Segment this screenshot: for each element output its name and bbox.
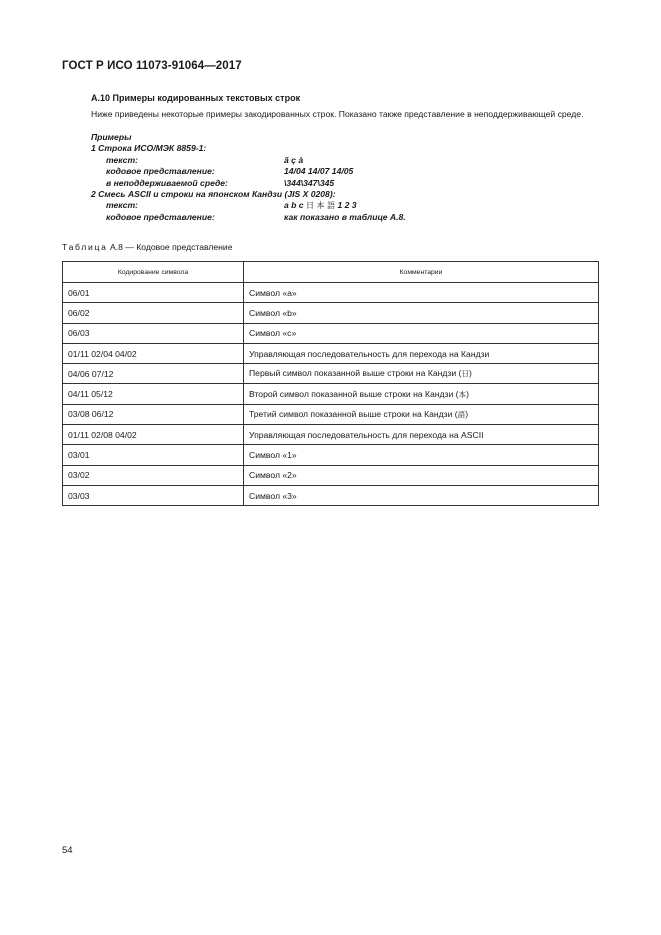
- example-1-code-value: 14/04 14/07 14/05: [284, 166, 354, 177]
- comment-text: Символ «a»: [249, 287, 297, 298]
- cell-comment: [244, 323, 599, 343]
- code-table: [62, 261, 599, 506]
- cell-code: 03/02: [63, 465, 244, 485]
- example-2-text-label: текст:: [106, 200, 138, 211]
- cell-code: 06/02: [63, 303, 244, 323]
- table-row: [63, 323, 599, 343]
- cell-comment: [244, 445, 599, 465]
- table-caption-word: Таблица: [62, 242, 108, 252]
- comment-text: Первый символ показанной выше строки на Кандзи (: [249, 368, 462, 379]
- comment-text-end: ): [468, 368, 472, 379]
- example-2-latin: a b c: [284, 200, 304, 211]
- table-row: [63, 445, 599, 465]
- table-row: [63, 465, 599, 485]
- page-number: 54: [62, 845, 73, 856]
- comment-text: Символ «b»: [249, 307, 297, 318]
- cell-comment: [244, 384, 599, 404]
- example-1-code-label: кодовое представление:: [106, 166, 215, 177]
- cell-code: 04/11 05/12: [63, 384, 244, 404]
- cell-comment: [244, 303, 599, 323]
- comment-text-end: ): [465, 408, 469, 419]
- cell-code: 03/01: [63, 445, 244, 465]
- table-row: [63, 404, 599, 424]
- cell-code: 03/08 06/12: [63, 404, 244, 424]
- section-intro: Ниже приведены некоторые примеры закодированных строк. Показано также представление в неподдерживающей среде.: [91, 109, 584, 119]
- table-row: [63, 303, 599, 323]
- cell-comment: [244, 364, 599, 384]
- example-1-title: 1 Строка ИСО/МЭК 8859-1:: [91, 143, 207, 154]
- table-body: [63, 283, 599, 506]
- comment-text: Третий символ показанной выше строки на Кандзи (: [249, 408, 458, 419]
- cell-code: 01/11 02/08 04/02: [63, 425, 244, 445]
- cell-code: 06/03: [63, 323, 244, 343]
- cell-comment: [244, 485, 599, 505]
- kanji-symbol: 語: [457, 409, 466, 419]
- cell-comment: [244, 465, 599, 485]
- comment-text: Символ «2»: [249, 470, 297, 481]
- table-caption-text: А.8 — Кодовое представление: [107, 242, 233, 252]
- examples-heading: Примеры: [91, 132, 132, 142]
- table-row: [63, 485, 599, 505]
- section-title: А.10 Примеры кодированных текстовых строк: [91, 93, 301, 103]
- header-comments: Комментарии: [244, 262, 599, 283]
- cell-comment: [244, 283, 599, 303]
- table-row: [63, 283, 599, 303]
- comment-text: Второй символ показанной выше строки на Кандзи (: [249, 388, 459, 399]
- table-row: [63, 364, 599, 384]
- cell-code: 01/11 02/04 04/02: [63, 343, 244, 363]
- example-1-text-value: ã ç à: [284, 154, 304, 165]
- example-2-title: 2 Смесь ASCII и строки на японском Кандзи (JIS X 0208):: [91, 188, 336, 199]
- table-caption: [62, 242, 233, 252]
- table-row: [63, 425, 599, 445]
- comment-text-end: ): [466, 388, 469, 399]
- comment-text: Символ «c»: [249, 328, 297, 339]
- example-1-text-label: текст:: [106, 154, 138, 165]
- example-2-digits: 1 2 3: [337, 200, 357, 211]
- kanji-symbol: 日: [461, 369, 469, 379]
- table-row: [63, 343, 599, 363]
- example-2-kanji: 日 本 語: [305, 201, 336, 211]
- table-header-row: [63, 262, 599, 283]
- document-header: ГОСТ Р ИСО 11073-91064—2017: [62, 60, 242, 72]
- cell-code: 06/01: [63, 283, 244, 303]
- cell-comment: [244, 425, 599, 445]
- cell-code: 03/03: [63, 485, 244, 505]
- cell-code: 04/06 07/12: [63, 364, 244, 384]
- example-1-unsupported-value: \344\347\345: [284, 177, 335, 188]
- header-symbol-coding: Кодирование символа: [63, 262, 244, 283]
- example-2-code-label: кодовое представление:: [106, 211, 215, 222]
- example-2-text-value: [284, 200, 357, 211]
- kanji-symbol: 本: [458, 389, 467, 399]
- table-row: [63, 384, 599, 404]
- example-1-unsupported-label: в неподдерживаемой среде:: [106, 177, 228, 188]
- examples-block: [0, 132, 661, 223]
- example-2-code-value: как показано в таблице А.8.: [284, 211, 406, 222]
- cell-comment: [244, 404, 599, 424]
- comment-text: Символ «1»: [249, 450, 297, 461]
- comment-text: Символ «3»: [249, 490, 297, 501]
- comment-text: Управляющая последовательность для перехода на ASCII: [249, 429, 484, 440]
- cell-comment: [244, 343, 599, 363]
- comment-text: Управляющая последовательность для перехода на Кандзи: [249, 348, 490, 359]
